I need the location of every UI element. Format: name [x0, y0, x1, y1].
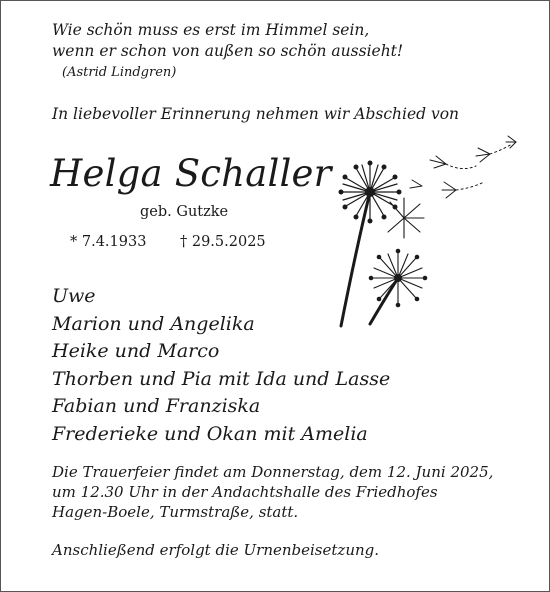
- mourner-line: Thorben und Pia mit Ida und Lasse: [52, 367, 391, 390]
- deceased-name: Helga Schaller: [50, 152, 332, 195]
- birth-date: * 7.4.1933: [70, 234, 147, 250]
- funeral-line-3: Hagen-Boele, Turmstraße, statt.: [52, 503, 299, 521]
- mourner-line: Fabian und Franziska: [52, 395, 261, 417]
- burial-note: Anschließend erfolgt die Urnenbeisetzung.: [52, 541, 380, 559]
- funeral-line-1: Die Trauerfeier findet am Donnerstag, dem 12. Juni 2025,: [52, 463, 494, 481]
- funeral-line-2: um 12.30 Uhr in der Andachtshalle des Friedhofes: [52, 483, 438, 501]
- mourner-line: Marion und Angelika: [52, 312, 255, 335]
- mourner-line: Heike und Marco: [52, 340, 220, 362]
- mourner-line: Frederieke und Okan mit Amelia: [52, 422, 368, 445]
- intro-text: In liebevoller Erinnerung nehmen wir Abschied von: [52, 105, 460, 123]
- quote-line-2: wenn er schon von außen so schön aussieht!: [52, 42, 404, 60]
- maiden-name: geb. Gutzke: [140, 204, 229, 220]
- death-date: † 29.5.2025: [180, 234, 266, 250]
- quote-line-1: Wie schön muss es erst im Himmel sein,: [52, 21, 370, 39]
- mourner-line: Uwe: [52, 285, 96, 307]
- quote-author: (Astrid Lindgren): [62, 65, 177, 80]
